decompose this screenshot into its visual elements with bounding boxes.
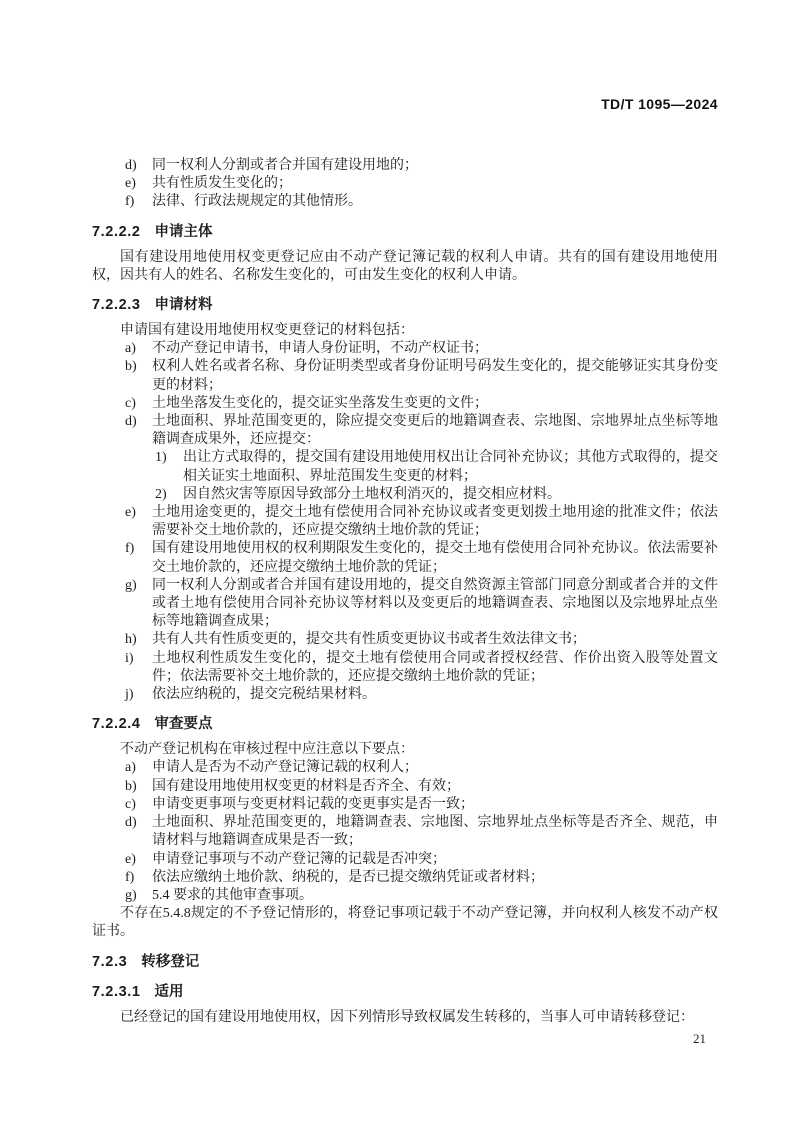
section-heading — [92, 714, 718, 734]
list-item — [92, 540, 718, 576]
list-item-text: 土地面积、界址范围变更的，除应提交变更后的地籍调查表、宗地图、宗地界址点坐标等地籍调查成果外，还应提交： — [152, 414, 718, 448]
list-item-label: j) — [125, 687, 134, 703]
list-item-text: 权利人姓名或者名称、身份证明类型或者身份证明号码发生变化的，提交能够证实其身份变更的材料； — [152, 359, 718, 393]
section-heading — [92, 952, 718, 972]
list-item-label: b) — [125, 778, 137, 794]
page-content — [92, 157, 718, 1027]
list-item — [92, 686, 718, 704]
paragraph: 不动产登记机构在审核过程中应注意以下要点： — [120, 742, 414, 758]
heading-title: 申请主体 — [154, 223, 213, 240]
list-item — [92, 193, 718, 211]
list-item — [92, 778, 718, 796]
list-item-label: i) — [125, 650, 134, 666]
sub-list-item — [92, 486, 718, 504]
list-item-text: 共有性质发生变化的； — [152, 176, 292, 192]
heading-number: 7.2.3.1 — [92, 983, 141, 1000]
list-item-text: 依法应纳税的，提交完税结果材料。 — [152, 687, 376, 703]
list-item — [92, 759, 718, 777]
heading-number: 7.2.2.4 — [92, 716, 141, 733]
list-item-text: 土地权利性质发生变化的，提交土地有偿使用合同或者授权经营、作价出资入股等处置文件；依法需要补交土地价款的，还应提交缴纳土地价款的凭证； — [152, 650, 718, 684]
list-item-text: 申请登记事项与不动产登记簿的记载是否冲突； — [152, 851, 446, 867]
list-item-text: 土地坐落发生变化的，提交证实坐落发生变更的文件； — [152, 395, 488, 411]
paragraph: 国有建设用地使用权变更登记应由不动产登记簿记载的权利人申请。共有的国有建设用地使用权，因共有人的姓名、名称发生变化的，可由发生变化的权利人申请。 — [92, 249, 718, 283]
list-item-text: 申请变更事项与变更材料记载的变更事实是否一致； — [152, 796, 474, 812]
heading-title: 转移登记 — [141, 953, 200, 970]
heading-title: 审查要点 — [154, 716, 213, 733]
list-item-label: g) — [125, 577, 137, 593]
list-item-label: c) — [125, 796, 136, 812]
list-item — [92, 358, 718, 394]
list-item — [92, 395, 718, 413]
list-item-text: 不动产登记申请书，申请人身份证明，不动产权证书； — [152, 341, 488, 357]
list-item-text: 土地面积、界址范围变更的，地籍调查表、宗地图、宗地界址点坐标等是否齐全、规范，申请材料与地籍调查成果是否一致； — [152, 815, 718, 849]
list-item-text: 同一权利人分割或者合并国有建设用地的，提交自然资源主管部门同意分割或者合并的文件或者土地有偿使用合同补充协议等材料以及变更后的地籍调查表、宗地图以及宗地界址点坐标等地籍调查成果； — [152, 577, 718, 630]
list-item-label: c) — [125, 395, 136, 411]
list-item-text: 同一权利人分割或者合并国有建设用地的； — [152, 158, 418, 173]
list-item-label: 1) — [155, 450, 167, 466]
paragraph: 已经登记的国有建设用地使用权，因下列情形导致权属发生转移的，当事人可申请转移登记： — [120, 1009, 694, 1025]
list-item-text: 国有建设用地使用权的权利期限发生变化的，提交土地有偿使用合同补充协议。依法需要补交土地价款的，还应提交缴纳土地价款的凭证； — [152, 541, 718, 575]
list-item-text: 出让方式取得的，提交国有建设用地使用权出让合同补充协议；其他方式取得的，提交相关证实土地面积、界址范围发生变更的材料； — [183, 450, 718, 484]
list-item-text: 国有建设用地使用权变更的材料是否齐全、有效； — [152, 778, 460, 794]
heading-number: 7.2.2.2 — [92, 223, 141, 240]
list-item — [92, 157, 718, 175]
list-item-text: 依法应缴纳土地价款、纳税的，是否已提交缴纳凭证或者材料； — [152, 869, 544, 885]
list-item — [92, 887, 718, 905]
list-item-text: 共有人共有性质变更的，提交共有性质变更协议书或者生效法律文书； — [152, 632, 586, 648]
list-item-label: f) — [125, 194, 135, 210]
section-heading — [92, 295, 718, 315]
list-item-text: 申请人是否为不动产登记簿记载的权利人； — [152, 760, 418, 776]
list-item — [92, 851, 718, 869]
list-item-label: a) — [125, 760, 136, 776]
list-item — [92, 577, 718, 632]
list-item-label: d) — [125, 815, 137, 831]
list-item-label: e) — [125, 176, 136, 192]
list-item-label: h) — [125, 632, 137, 648]
list-item — [92, 413, 718, 449]
heading-number: 7.2.2.3 — [92, 297, 141, 314]
list-item — [92, 631, 718, 649]
list-item — [92, 650, 718, 686]
heading-title: 适用 — [154, 983, 184, 1000]
section-heading — [92, 982, 718, 1002]
list-item — [92, 796, 718, 814]
standard-number: TD/T 1095—2024 — [601, 96, 718, 112]
list-item — [92, 175, 718, 193]
list-item-label: d) — [125, 414, 137, 430]
page-number: 21 — [693, 1031, 706, 1046]
heading-title: 申请材料 — [154, 297, 213, 314]
section-heading — [92, 222, 718, 242]
list-item-label: e) — [125, 851, 136, 867]
list-item — [92, 869, 718, 887]
list-item-label: f) — [125, 541, 135, 557]
list-item-text: 土地用途变更的，提交土地有偿使用合同补充协议或者变更划拨土地用途的批准文件；依法需要补交土地价款的，还应提交缴纳土地价款的凭证； — [152, 505, 718, 539]
list-item-label: 2) — [155, 486, 167, 502]
paragraph: 不存在5.4.8规定的不予登记情形的，将登记事项记载于不动产登记簿，并向权利人核发不动产权证书。 — [92, 906, 718, 940]
list-item-label: a) — [125, 341, 136, 357]
heading-number: 7.2.3 — [92, 953, 128, 970]
list-item — [92, 340, 718, 358]
list-item-label: f) — [125, 869, 135, 885]
list-item-label: d) — [125, 158, 137, 173]
list-item — [92, 504, 718, 540]
list-item-text: 5.4 要求的其他审查事项。 — [152, 887, 313, 903]
sub-list-item — [92, 449, 718, 485]
list-item-label: e) — [125, 505, 136, 521]
list-item-text: 法律、行政法规规定的其他情形。 — [152, 194, 362, 210]
list-item-text: 因自然灾害等原因导致部分土地权利消灭的，提交相应材料。 — [183, 486, 561, 502]
list-item-label: g) — [125, 887, 137, 903]
list-item-label: b) — [125, 359, 137, 375]
list-item — [92, 814, 718, 850]
paragraph: 申请国有建设用地使用权变更登记的材料包括： — [120, 323, 414, 339]
